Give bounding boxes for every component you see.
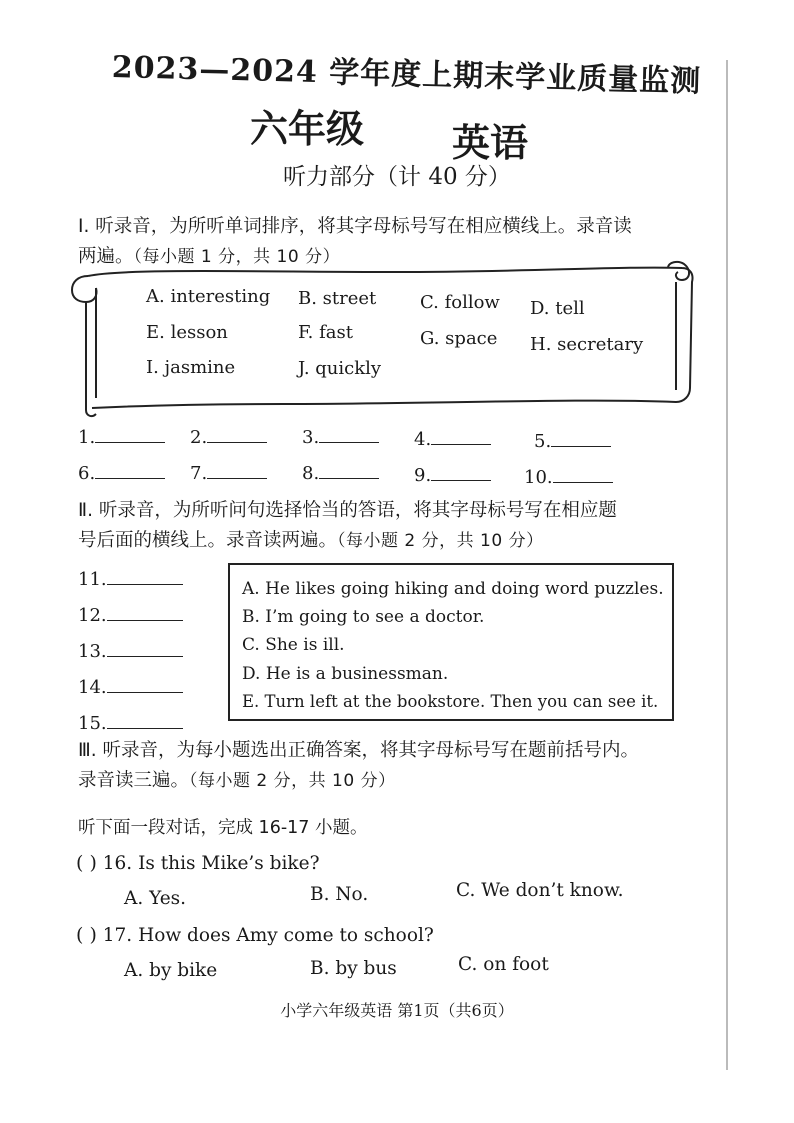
word-option: A. interesting <box>146 286 271 307</box>
choice-option: B. by bus <box>310 958 397 979</box>
answer-blank[interactable]: 4. <box>414 426 491 450</box>
page-edge-line <box>726 60 728 1070</box>
part2-instruction-line2 <box>78 526 617 556</box>
word-option: F. fast <box>298 322 353 343</box>
section-title: 听力部分（计 40 分） <box>283 164 511 190</box>
answer-blank[interactable]: 1. <box>78 424 165 448</box>
part3-score-note: （每小题 2 分，共 10 分） <box>189 770 396 791</box>
answer-blank[interactable]: 5. <box>534 428 611 452</box>
answer-option: A. He likes going hiking and doing word puzzles. <box>242 579 664 599</box>
answer-blank[interactable]: 7. <box>190 460 267 484</box>
question-text: 17. How does Amy come to school? <box>102 925 434 946</box>
subject-label: 英语 <box>452 120 529 165</box>
answer-blank[interactable]: 8. <box>302 460 379 484</box>
part3-instruction-line1: Ⅲ. 听录音，为每小题选出正确答案，将其字母标号写在题前括号内。 <box>78 740 640 761</box>
answer-parentheses[interactable]: ( ) <box>76 924 97 946</box>
answer-option: C. She is ill. <box>242 635 345 655</box>
choice-option: C. We don’t know. <box>456 880 624 901</box>
part1-instruction-line2-a: 两遍。 <box>78 245 134 267</box>
word-option: C. follow <box>420 292 500 313</box>
part1-instruction-line1: Ⅰ. 听录音，为所听单词排序，将其字母标号写在相应横线上。录音读 <box>78 216 632 237</box>
answer-blank[interactable]: 11. <box>78 566 183 590</box>
answer-blank[interactable]: 14. <box>78 674 183 698</box>
word-option: E. lesson <box>146 322 228 343</box>
answer-options-box <box>228 563 674 721</box>
question-17 <box>76 924 434 946</box>
choice-option: C. on foot <box>458 954 549 975</box>
part1-score-note: （每小题 1 分，共 10 分） <box>133 246 341 267</box>
answer-option: B. I’m going to see a doctor. <box>242 607 485 627</box>
choice-option: A. by bike <box>124 960 218 981</box>
answer-blank[interactable]: 13. <box>78 638 183 662</box>
answer-blank[interactable]: 6. <box>78 460 165 484</box>
answer-blank[interactable]: 15. <box>78 710 183 734</box>
part3-instruction <box>78 736 639 795</box>
answer-blank[interactable]: 3. <box>302 424 379 448</box>
answer-blank[interactable]: 10. <box>524 464 613 488</box>
part2-instruction-line2-a: 号后面的横线上。录音读两遍。 <box>78 529 338 551</box>
answer-blank[interactable]: 12. <box>78 602 183 626</box>
word-option: G. space <box>420 328 498 349</box>
word-option: I. jasmine <box>146 357 236 378</box>
grade-label: 六年级 <box>250 106 365 151</box>
choice-option: A. Yes. <box>124 888 187 909</box>
word-option: H. secretary <box>530 334 644 355</box>
answer-option: D. He is a businessman. <box>242 664 449 684</box>
part2-instruction <box>78 496 617 555</box>
answer-option: E. Turn left at the bookstore. Then you can see it. <box>242 692 659 711</box>
question-text: 16. Is this Mike’s bike? <box>102 853 320 874</box>
question-16 <box>76 852 320 874</box>
choice-option: B. No. <box>310 884 369 905</box>
word-option: B. street <box>298 288 377 309</box>
answer-blank[interactable]: 2. <box>190 424 267 448</box>
part3-instruction-line2 <box>78 766 639 796</box>
part3-instruction-line2-a: 录音读三遍。 <box>78 769 190 791</box>
page-footer: 小学六年级英语 第1页（共6页） <box>280 1001 514 1020</box>
answer-blank[interactable]: 9. <box>414 462 491 486</box>
answer-parentheses[interactable]: ( ) <box>76 852 97 874</box>
part2-instruction-line1: Ⅱ. 听录音，为所听问句选择恰当的答语，将其字母标号写在相应题 <box>78 500 617 521</box>
word-option: D. tell <box>530 298 585 319</box>
exam-title: 2023—2024 学年度上期末学业质量监测 <box>111 50 702 100</box>
word-option: J. quickly <box>298 358 382 379</box>
part3-lead: 听下面一段对话，完成 16-17 小题。 <box>78 818 368 838</box>
part2-score-note: （每小题 2 分，共 10 分） <box>337 530 544 551</box>
